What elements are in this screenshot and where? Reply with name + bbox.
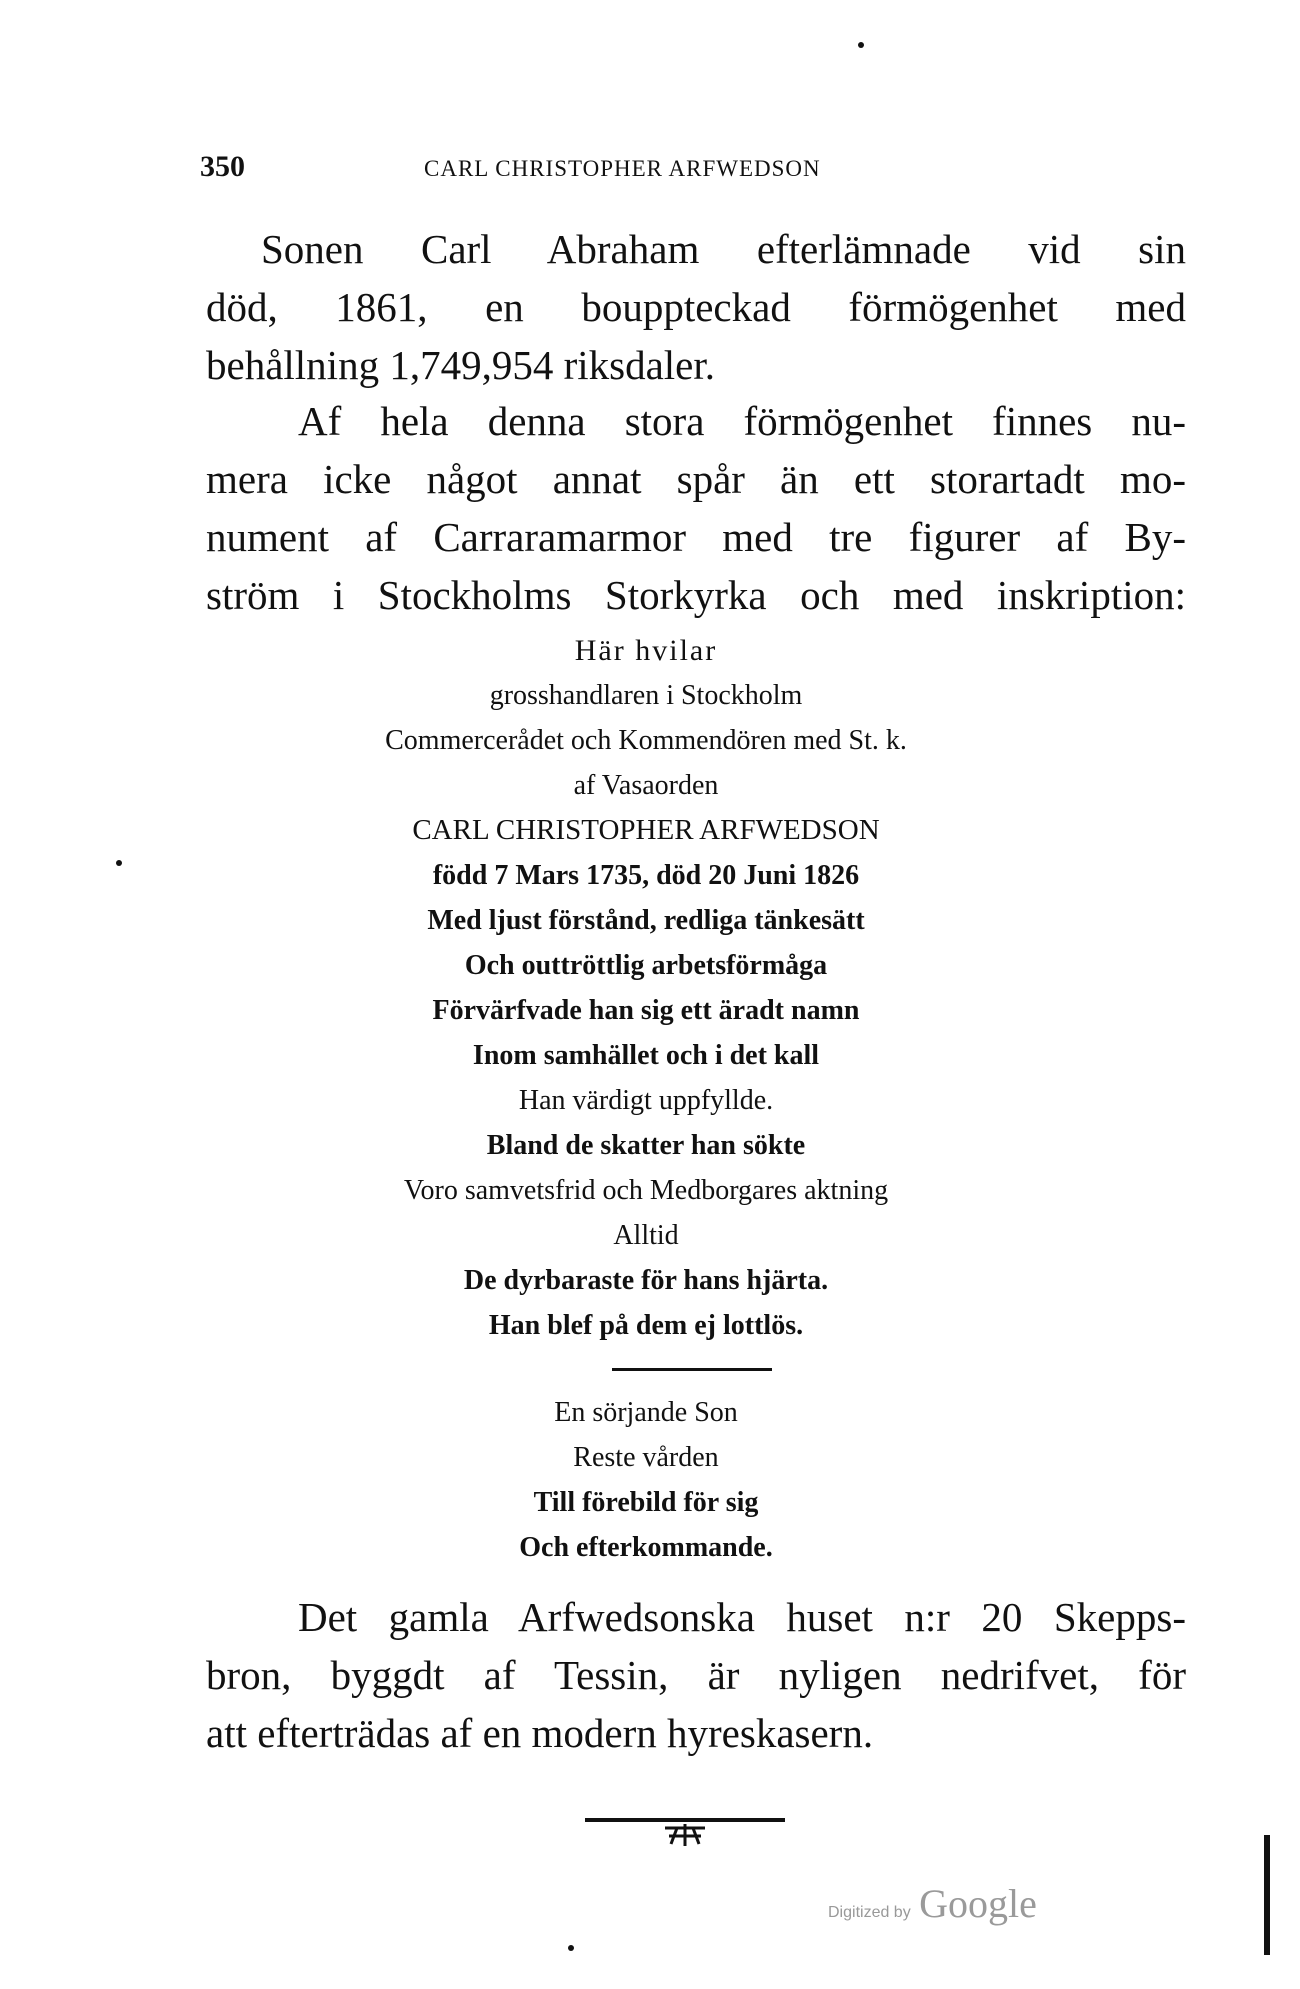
text-line: behållning 1,749,954 riksdaler. (206, 342, 715, 388)
text-line: död, 1861, en bouppteckad förmögenhet med (206, 284, 1186, 330)
inscription-line: Alltid (613, 1220, 679, 1251)
watermark-prefix: Digitized by (828, 1904, 911, 1921)
running-title: CARL CHRISTOPHER ARFWEDSON (424, 156, 821, 181)
inscription-line: Förvärfvade han sig ett äradt namn (432, 995, 860, 1026)
dedication-line: En sörjande Son (554, 1397, 738, 1428)
dedication-block (206, 1390, 1086, 1570)
digitization-watermark (828, 1880, 1037, 1927)
inscription-line: Bland de skatter han sökte (486, 1130, 806, 1161)
inscription-line: grosshandlaren i Stockholm (489, 680, 803, 711)
dedication-line: Och efterkommande. (519, 1532, 773, 1563)
inscription-line: Inom samhället och i det kall (472, 1040, 820, 1071)
inscription-line: De dyrbaraste för hans hjärta. (463, 1265, 829, 1296)
inscription-line: Med ljust förstånd, redliga tänkesätt (427, 905, 865, 936)
scan-edge-mark (1264, 1835, 1270, 1955)
text-line: nument af Carraramarmor med tre figurer af By- (206, 514, 1186, 560)
monument-inscription (206, 628, 1086, 1348)
paragraph-house (206, 1588, 1186, 1762)
end-ornament-icon (585, 1810, 785, 1850)
inscription-line: Han värdigt uppfyllde. (518, 1085, 774, 1116)
google-logo: Google (919, 1881, 1037, 1926)
page-number: 350 (200, 150, 245, 183)
page-header (0, 150, 1300, 190)
paragraph-monument (206, 392, 1186, 624)
text-line: Af hela denna stora förmögenhet finnes nu- (298, 398, 1186, 444)
ink-speck (858, 42, 864, 48)
text-line: Sonen Carl Abraham efterlämnade vid sin (261, 226, 1186, 272)
text-line: mera icke något annat spår än ett storartadt mo- (206, 456, 1186, 502)
text-line: Det gamla Arfwedsonska huset n:r 20 Skepps- (298, 1594, 1186, 1640)
ink-speck (116, 860, 122, 866)
inscription-line: född 7 Mars 1735, död 20 Juni 1826 (432, 860, 860, 891)
inscription-line: Här hvilar (574, 634, 718, 667)
inscription-line: CARL CHRISTOPHER ARFWEDSON (412, 814, 880, 846)
text-line: ström i Stockholms Storkyrka och med inskription: (206, 572, 1186, 618)
inscription-line: Han blef på dem ej lottlös. (488, 1310, 804, 1341)
section-divider (612, 1368, 772, 1371)
dedication-line: Reste vården (573, 1442, 719, 1473)
inscription-line: Commercerådet och Kommendören med St. k. (385, 725, 907, 756)
text-line: att efterträdas af en modern hyreskasern. (206, 1710, 874, 1756)
inscription-line: af Vasaorden (573, 770, 719, 801)
inscription-line: Voro samvetsfrid och Medborgares aktning (403, 1175, 889, 1206)
inscription-line: Och outtröttlig arbetsförmåga (464, 950, 828, 981)
dedication-line: Till förebild för sig (533, 1487, 759, 1518)
paragraph-estate (206, 220, 1186, 394)
text-line: bron, byggdt af Tessin, är nyligen nedrifvet, för (206, 1652, 1186, 1698)
ink-speck (568, 1945, 574, 1951)
